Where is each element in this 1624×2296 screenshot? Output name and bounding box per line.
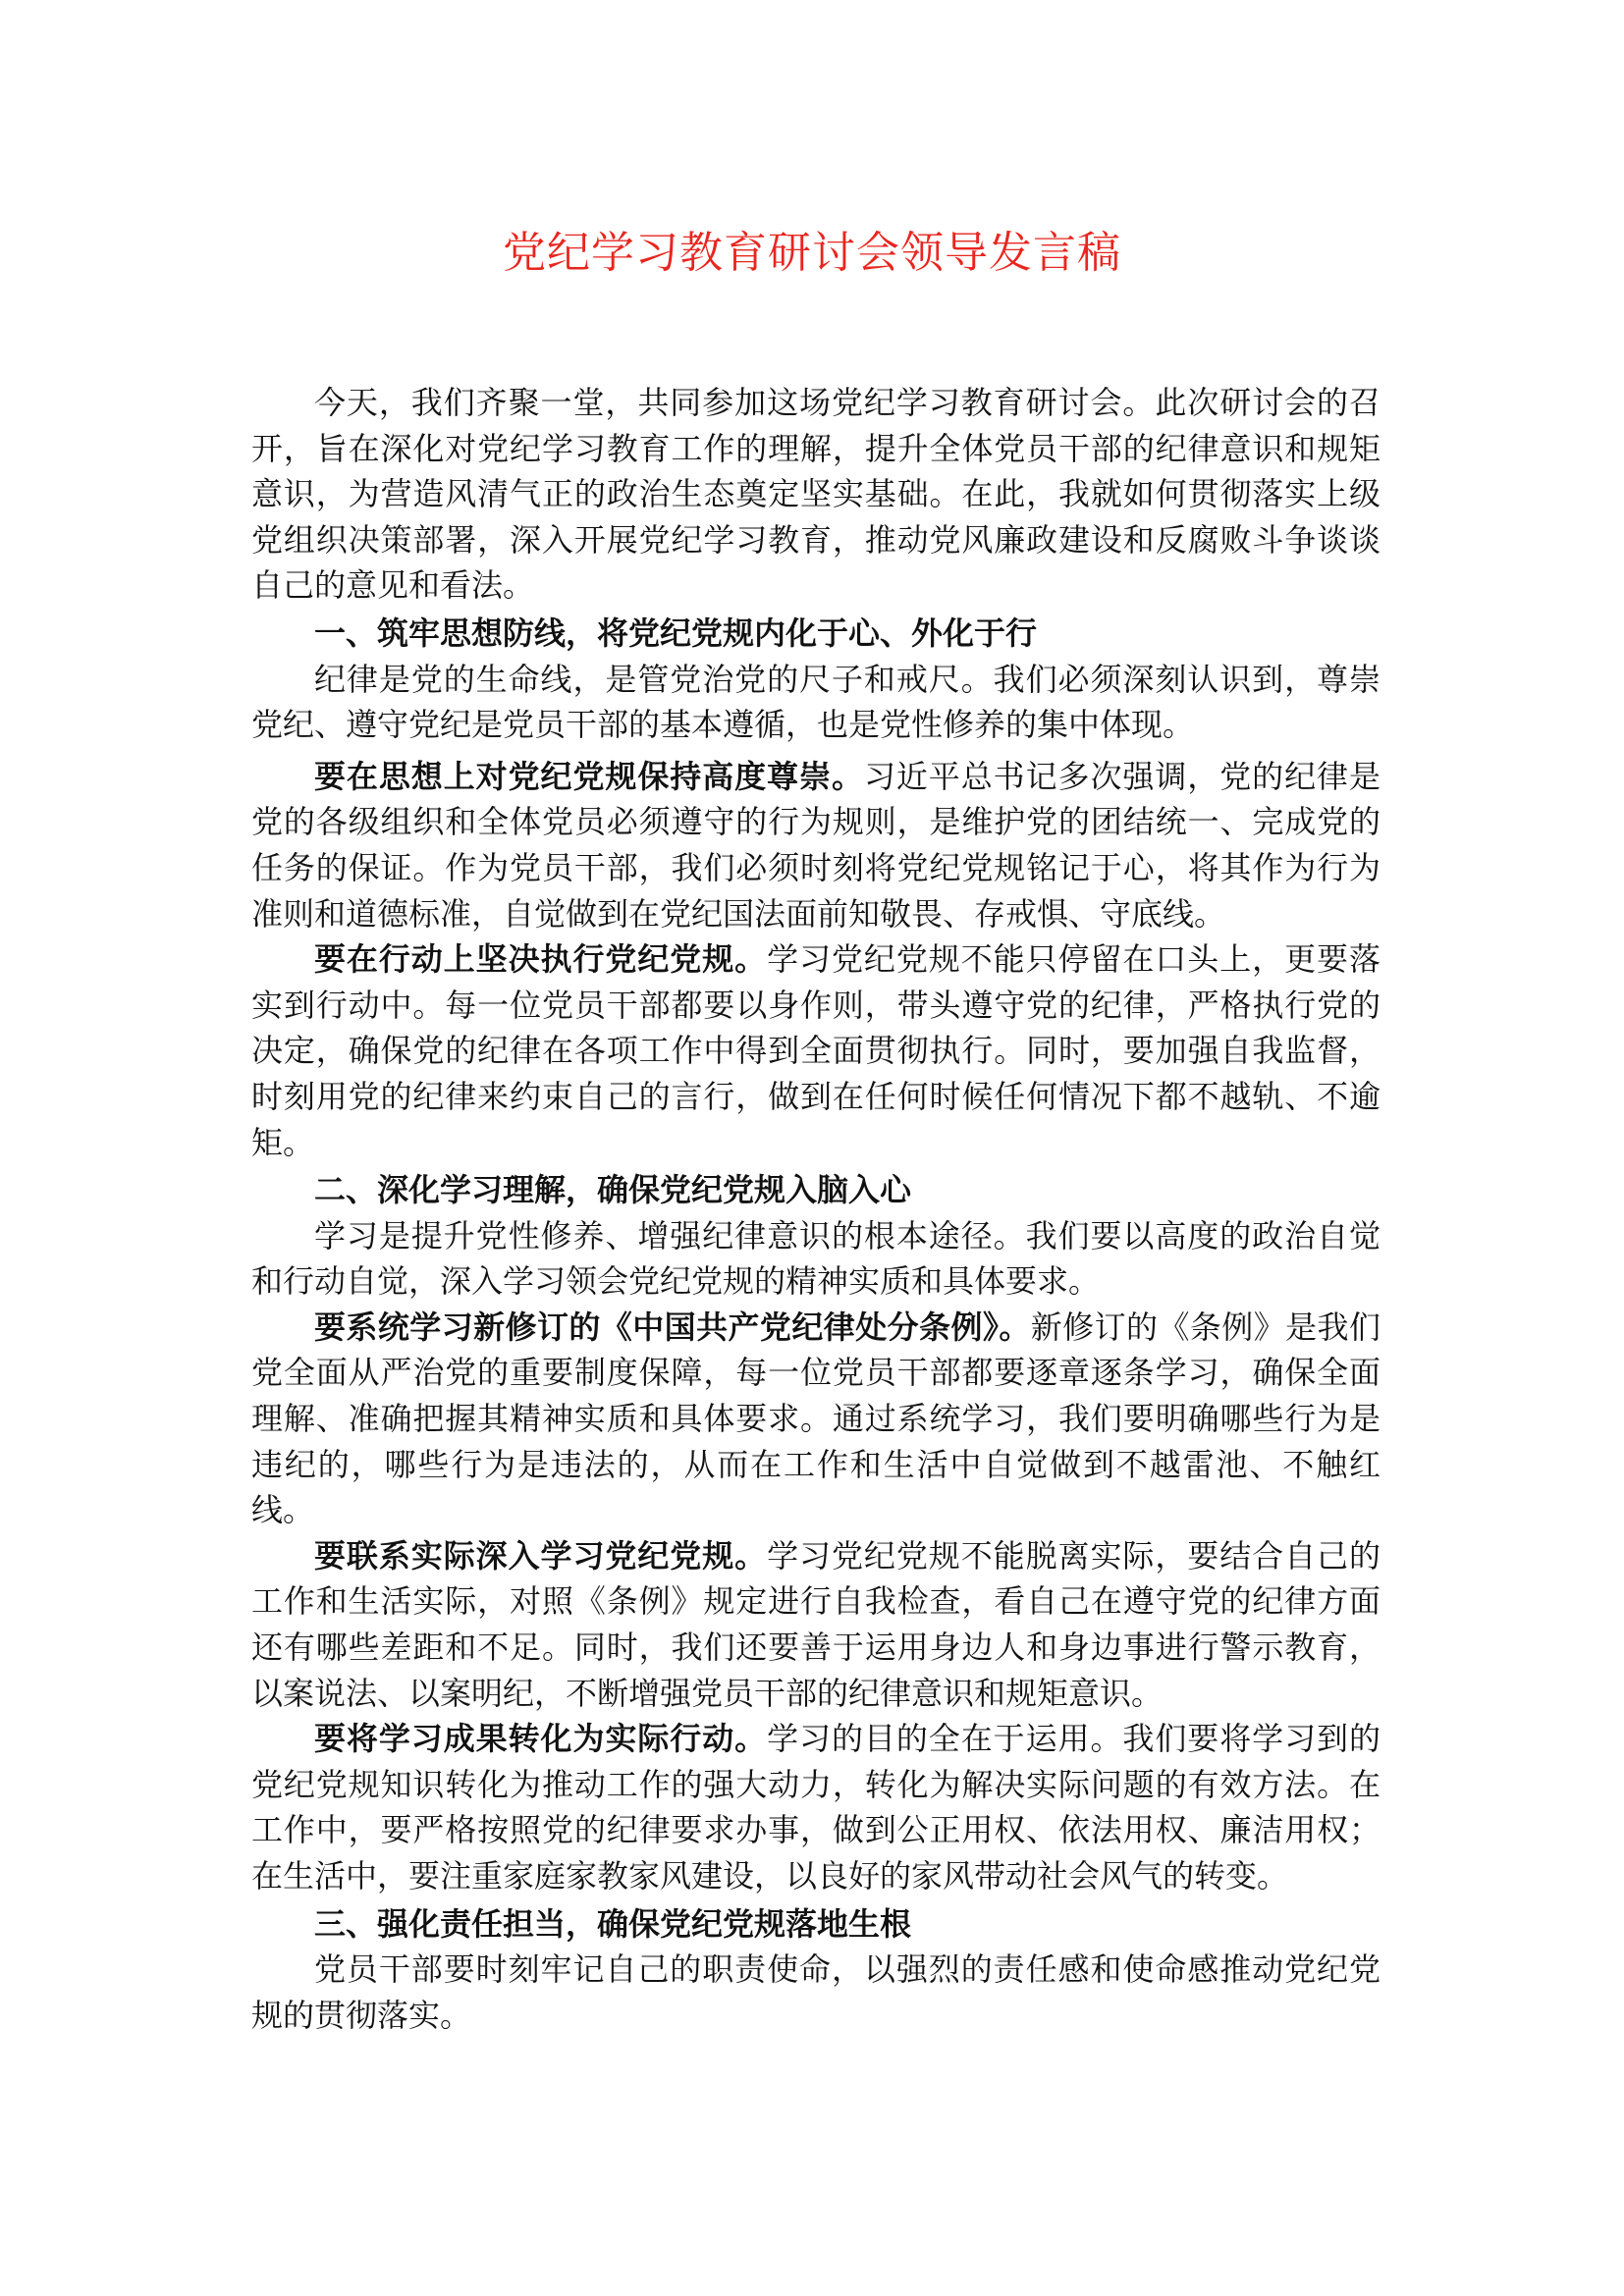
section-heading-3: 三、强化责任担当，确保党纪党规落地生根	[314, 1904, 912, 1943]
paragraph-1: 纪律是党的生命线，是管党治党的尺子和戒尺。我们必须深刻认识到，尊崇党纪、遵守党纪是党员干部的基本遵循，也是党性修养的集中体现。	[251, 660, 1380, 744]
paragraph-5-lead: 要系统学习新修订的《中国共产党纪律处分条例》。	[314, 1308, 1031, 1346]
section-heading-1: 一、筑牢思想防线，将党纪党规内化于心、外化于行	[314, 614, 1038, 652]
paragraph-2-body: 习近平总书记多次强调，党的纪律是党的各级组织和全体党员必须遵守的行为规则，是维护党的团结统一、完成党的任务的保证。作为党员干部，我们必须时刻将党纪党规铭记于心，将其作为行为准则和道德标准，自觉做到在党纪国法面前知敬畏、存戒惧、守底线。	[251, 757, 1380, 933]
intro-paragraph: 今天，我们齐聚一堂，共同参加这场党纪学习教育研讨会。此次研讨会的召开，旨在深化对党纪学习教育工作的理解，提升全体党员干部的纪律意识和规矩意识，为营造风清气正的政治生态奠定坚实基础。在此，我就如何贯彻落实上级党组织决策部署，深入开展党纪学习教育，推动党风廉政建设和反腐败斗争谈谈自己的意见和看法。	[251, 384, 1380, 605]
paragraph-3-body: 学习党纪党规不能只停留在口头上，更要落实到行动中。每一位党员干部都要以身作则，带头遵守党的纪律，严格执行党的决定，确保党的纪律在各项工作中得到全面贯彻执行。同时，要加强自我监督，时刻用党的纪律来约束自己的言行，做到在任何时候任何情况下都不越轨、不逾矩。	[251, 940, 1380, 1161]
paragraph-7	[251, 1716, 1380, 1898]
paragraph-6-body: 学习党纪党规不能脱离实际，要结合自己的工作和生活实际，对照《条例》规定进行自我检查，看自己在遵守党的纪律方面还有哪些差距和不足。同时，我们还要善于运用身边人和身边事进行警示教育，以案说法、以案明纪，不断增强党员干部的纪律意识和规矩意识。	[251, 1536, 1380, 1712]
paragraph-4: 学习是提升党性修养、增强纪律意识的根本途径。我们要以高度的政治自觉和行动自觉，深入学习领会党纪党规的精神实质和具体要求。	[251, 1216, 1380, 1301]
paragraph-7-body: 学习的目的全在于运用。我们要将学习到的党纪党规知识转化为推动工作的强大动力，转化为解决实际问题的有效方法。在工作中，要严格按照党的纪律要求办事，做到公正用权、依法用权、廉洁用权；在生活中，要注重家庭家教家风建设，以良好的家风带动社会风气的转变。	[251, 1720, 1380, 1895]
paragraph-6	[251, 1533, 1380, 1716]
paragraph-2	[251, 754, 1380, 936]
paragraph-2-lead: 要在思想上对党纪党规保持高度尊崇。	[314, 757, 864, 795]
paragraph-5	[251, 1305, 1380, 1533]
paragraph-5-body: 新修订的《条例》是我们党全面从严治党的重要制度保障，每一位党员干部都要逐章逐条学习，确保全面理解、准确把握其精神实质和具体要求。通过系统学习，我们要明确哪些行为是违纪的，哪些行为是违法的，从而在工作和生活中自觉做到不越雷池、不触红线。	[251, 1308, 1380, 1529]
paragraph-3-lead: 要在行动上坚决执行党纪党规。	[314, 940, 768, 979]
document-title: 党纪学习教育研讨会领导发言稿	[503, 228, 1121, 278]
paragraph-8: 党员干部要时刻牢记自己的职责使命，以强烈的责任感和使命感推动党纪党规的贯彻落实。	[251, 1950, 1380, 2034]
paragraph-3	[251, 936, 1380, 1165]
section-heading-2: 二、深化学习理解，确保党纪党规入脑入心	[314, 1171, 912, 1209]
document-body	[251, 380, 1380, 2038]
paragraph-7-lead: 要将学习成果转化为实际行动。	[314, 1720, 768, 1758]
paragraph-6-lead: 要联系实际深入学习党纪党规。	[314, 1536, 768, 1575]
